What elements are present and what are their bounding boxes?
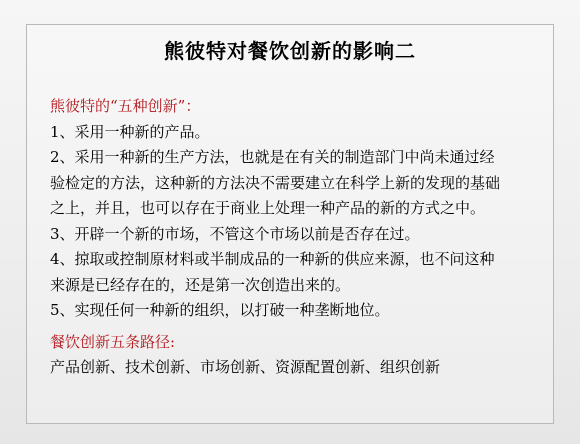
slide-title: 熊彼特对餐饮创新的影响二 (164, 39, 416, 63)
slide-content (50, 94, 530, 381)
paths-heading: 餐饮创新五条路径: (50, 332, 176, 351)
innovation-line-1: 1、采用一种新的产品。 (50, 122, 210, 141)
innovation-line-2: 2、采用一种新的生产方法，也就是在有关的制造部门中尚未通过经 (50, 148, 495, 166)
innovation-line-4: 之上，并且，也可以存在于商业上处理一种产品的新的方式之中。 (50, 199, 486, 217)
innovation-line-8: 5、实现任何一种新的组织，以打破一种垄断地位。 (50, 301, 390, 319)
five-innovations-heading: 熊彼特的“五种创新”： (50, 97, 201, 115)
innovation-line-5: 3、开辟一个新的市场，不管这个市场以前是否存在过。 (50, 224, 420, 243)
innovation-line-7: 来源是已经存在的，还是第一次创造出来的。 (50, 275, 351, 294)
innovation-line-6: 4、掠取或控制原材料或半制成品的一种新的供应来源，也不问这种 (50, 250, 495, 268)
innovation-line-3: 验检定的方法，这种新的方法决不需要建立在科学上新的发现的基础 (50, 173, 501, 192)
paths-text: 产品创新、技术创新、市场创新、资源配置创新、组织创新 (50, 358, 441, 376)
